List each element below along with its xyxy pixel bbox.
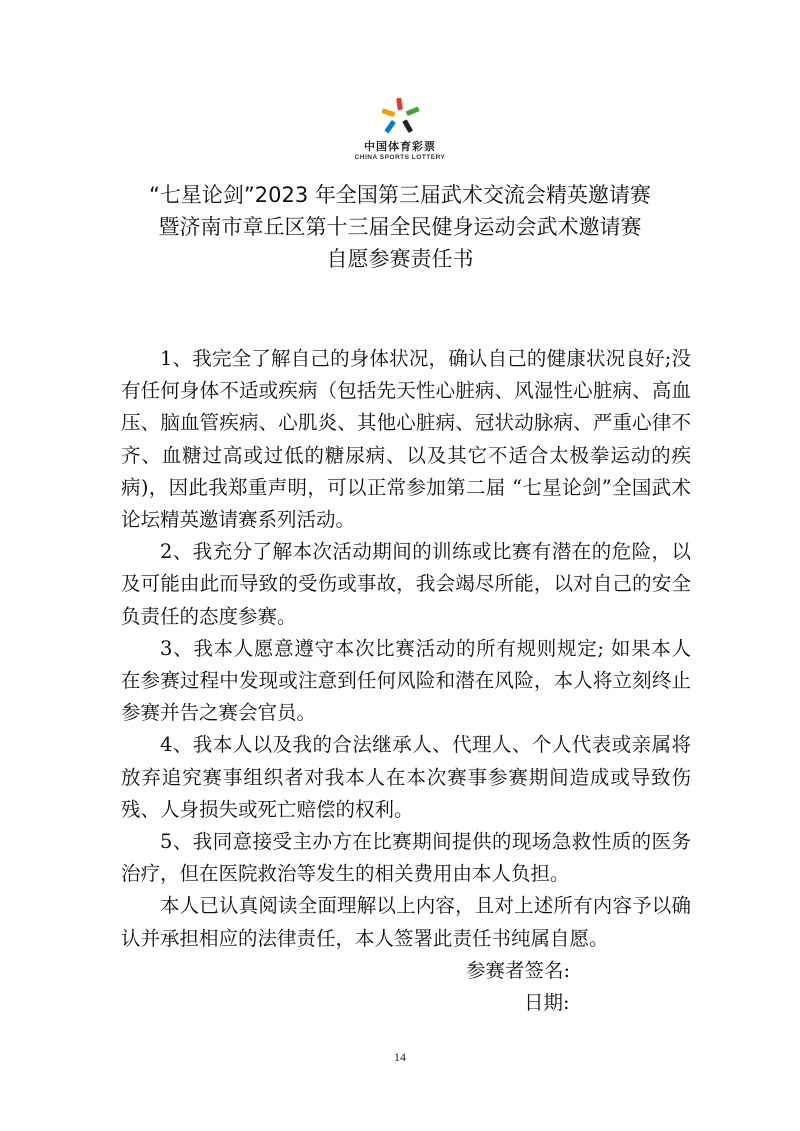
signer-label: 参赛者签名: <box>466 959 571 982</box>
paragraph-closing: 本人已认真阅读全面理解以上内容，且对上述所有内容予以确认并承担相应的法律责任，本人签署此责任书纯属自愿。 <box>121 894 691 950</box>
title-line-1: “七星论剑”2023 年全国第三届武术交流会精英邀请赛 <box>149 183 651 207</box>
title-line-2: 暨济南市章丘区第十三届全民健身运动会武术邀请赛 <box>158 215 642 239</box>
paragraph-5: 5、我同意接受主办方在比赛期间提供的现场急救性质的医务治疗，但在医院救治等发生的相关费用由本人负担。 <box>121 830 691 886</box>
title-line-3: 自愿参赛责任书 <box>326 247 474 271</box>
page-number: 14 <box>394 1050 406 1064</box>
paragraph-1: 1、我完全了解自己的身体状况，确认自己的健康状况良好;没有任何身体不适或疾病（包括先天性心脏病、风湿性心脏病、高血压、脑血管疾病、心肌炎、其他心脏病、冠状动脉病、严重心律不齐、血糖过高或过低的糖尿病、以及其它不适合太极拳运动的疾病)，因此我郑重声明，可以正常参加第二届 “七星论剑”全国武术论坛精英邀请赛系列活动。 <box>121 347 691 532</box>
signature-block <box>466 955 570 1019</box>
paragraph-3: 3、我本人愿意遵守本次比赛活动的所有规则规定; 如果本人在参赛过程中发现或注意到任何风险和潜在风险，本人将立刻终止参赛并告之赛会官员。 <box>121 636 691 725</box>
china-sports-lottery-star-logo-icon <box>378 96 422 136</box>
date-label: 日期: <box>524 991 570 1014</box>
lottery-logo <box>0 96 800 161</box>
paragraph-2: 2、我充分了解本次活动期间的训练或比赛有潜在的危险，以及可能由此而导致的受伤或事故，我会竭尽所能，以对自己的安全负责任的态度参赛。 <box>121 540 691 628</box>
document-body <box>121 343 691 955</box>
logo-name-en: CHINA SPORTS LOTTERY <box>354 154 446 161</box>
paragraph-4: 4、我本人以及我的合法继承人、代理人、个人代表或亲属将放弃追究赛事组织者对我本人在本次赛事参赛期间造成或导致伤残、人身损失或死亡赔偿的权利。 <box>121 733 691 821</box>
logo-name-cn: 中国体育彩票 <box>364 140 436 153</box>
document-title <box>0 179 800 275</box>
